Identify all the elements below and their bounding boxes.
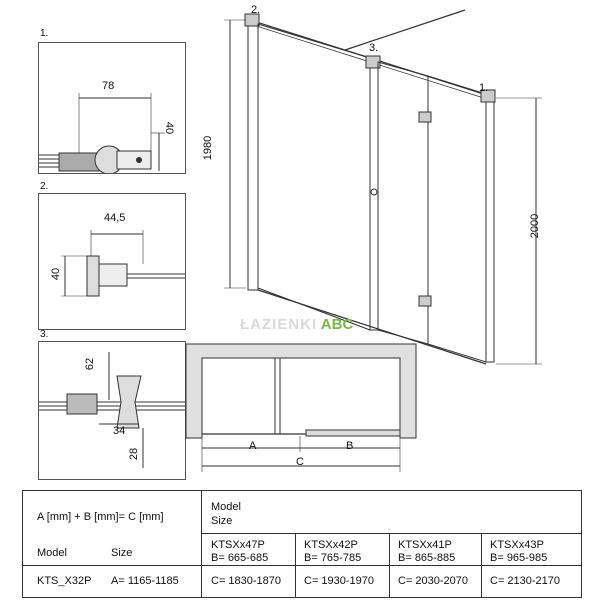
watermark-prefix: ŁAZIENKI: [240, 316, 318, 333]
model-c-range: C= 1830-1870: [211, 575, 282, 587]
table-divider: [201, 491, 202, 597]
header-model: Model: [211, 501, 241, 513]
row-header-size: Size: [111, 547, 133, 559]
model-c-range: C= 2130-2170: [490, 575, 561, 587]
plan-label-c: C: [296, 456, 304, 468]
detail-3-dim-28: 28: [128, 447, 141, 461]
model-c-range: C= 1930-1970: [304, 575, 375, 587]
model-name: KTSXx43P: [490, 539, 544, 551]
watermark: [240, 316, 353, 333]
model-b-range: B= 765-785: [304, 552, 362, 564]
detail-1-number: 1.: [40, 28, 49, 39]
detail-3-number: 3.: [40, 329, 49, 340]
row-model: KTS_X32P: [37, 575, 92, 587]
detail-1-drawing: [39, 43, 185, 173]
detail-3-dim-34: 34: [113, 425, 126, 437]
detail-1-dim-40: 40: [163, 121, 176, 135]
plan-label-b: B: [346, 440, 354, 452]
model-name: KTSXx41P: [398, 539, 452, 551]
detail-2-dim-44-5: 44,5: [104, 212, 126, 224]
model-b-range: B= 965-985: [490, 552, 548, 564]
callout-3: 3.: [369, 42, 379, 54]
plan-view: [180, 338, 430, 478]
model-name: KTSXx42P: [304, 539, 358, 551]
plan-label-a: A: [249, 440, 257, 452]
header-size: Size: [211, 515, 233, 527]
table-divider: [23, 565, 581, 566]
watermark-brand: ABC: [320, 316, 354, 333]
detail-2-dim-40: 40: [50, 267, 63, 281]
table-divider: [201, 533, 581, 534]
height-2000: 2000: [529, 213, 542, 239]
model-b-range: B= 865-885: [398, 552, 456, 564]
detail-1-dim-78: 78: [102, 80, 115, 92]
callout-1: 1.: [479, 82, 489, 94]
spec-table: [22, 490, 582, 598]
detail-1-box: [38, 42, 186, 174]
model-c-range: C= 2030-2070: [398, 575, 469, 587]
callout-2: 2.: [251, 4, 261, 16]
formula-cell: A [mm] + B [mm]= C [mm]: [37, 511, 164, 523]
model-name: KTSXx47P: [211, 539, 265, 551]
detail-2-number: 2.: [40, 181, 49, 192]
detail-3-box: [38, 341, 186, 480]
height-1980: 1980: [202, 135, 215, 161]
model-b-range: B= 665-685: [211, 552, 269, 564]
detail-3-dim-62: 62: [84, 357, 97, 371]
detail-3-drawing: [39, 342, 185, 479]
row-a-range: A= 1165-1185: [111, 575, 179, 587]
row-header-model: Model: [37, 547, 67, 559]
